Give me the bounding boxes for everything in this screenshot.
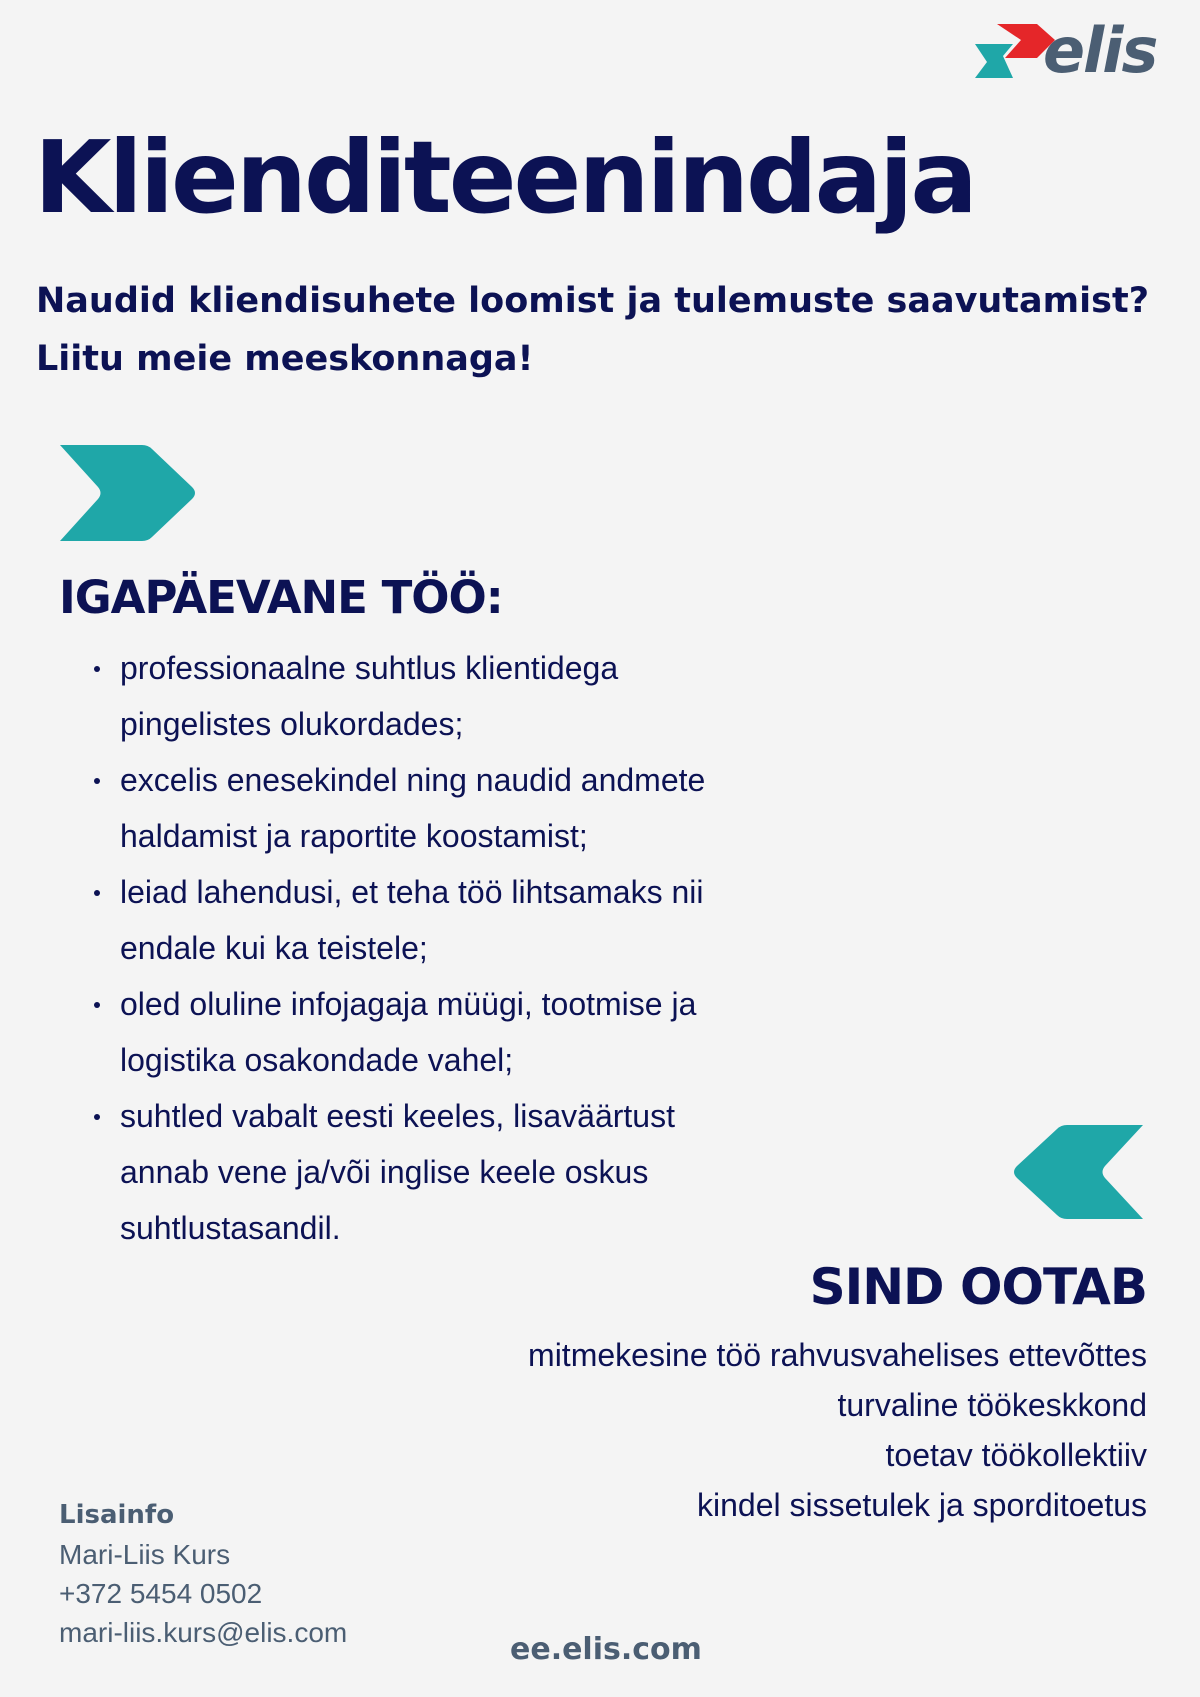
offer-item: toetav töökollektiiv	[885, 1437, 1147, 1473]
chevron-right-icon	[56, 441, 200, 545]
list-item-line: haldamist ja raportite koostamist;	[120, 818, 588, 854]
contact-block	[59, 1495, 347, 1652]
chevron-left-icon	[1011, 1121, 1147, 1223]
offer-heading: SIND OOTAB	[809, 1258, 1147, 1316]
list-item-line: annab vene ja/või inglise keele oskus	[120, 1154, 649, 1190]
list-item-line: leiad lahendusi, et teha töö lihtsamaks nii	[120, 874, 704, 910]
contact-email[interactable]: mari-liis.kurs@elis.com	[59, 1617, 348, 1648]
offer-item: turvaline töökeskkond	[837, 1387, 1147, 1423]
list-item-line: endale kui ka teistele;	[120, 930, 428, 966]
subtitle-line: Naudid kliendisuhete loomist ja tulemuste saavutamist?	[36, 281, 1149, 321]
list-item-line: oled oluline infojagaja müügi, tootmise ja	[120, 986, 697, 1022]
contact-phone[interactable]: +372 5454 0502	[59, 1578, 263, 1609]
list-item	[90, 864, 830, 976]
list-item-line: logistika osakondade vahel;	[120, 1042, 514, 1078]
daily-work-heading: IGAPÄEVANE TÖÖ:	[59, 571, 503, 624]
contact-name: Mari-Liis Kurs	[59, 1539, 231, 1570]
elis-logo	[975, 14, 1175, 90]
list-item-line: excelis enesekindel ning naudid andmete	[120, 762, 706, 798]
list-item-line: suhtled vabalt eesti keeles, lisaväärtust	[120, 1098, 675, 1134]
list-item-line: suhtlustasandil.	[120, 1210, 341, 1246]
offer-list	[528, 1330, 1147, 1530]
list-item	[90, 752, 830, 864]
contact-label: Lisainfo	[59, 1500, 175, 1530]
daily-work-list	[90, 640, 830, 1256]
page-title: Klienditeenindaja	[34, 119, 975, 236]
list-item-line: pingelistes olukordades;	[120, 706, 464, 742]
website-link[interactable]: ee.elis.com	[510, 1632, 702, 1667]
list-item	[90, 1088, 830, 1256]
subtitle-line: Liitu meie meeskonnaga!	[36, 339, 534, 379]
list-item-line: professionaalne suhtlus klientidega	[120, 650, 619, 686]
subtitle	[36, 272, 1196, 388]
list-item	[90, 640, 830, 752]
offer-item: kindel sissetulek ja sporditoetus	[696, 1487, 1147, 1523]
offer-item: mitmekesine töö rahvusvahelises ettevõttes	[528, 1337, 1147, 1373]
logo-wordmark: elis	[1043, 14, 1157, 87]
list-item	[90, 976, 830, 1088]
